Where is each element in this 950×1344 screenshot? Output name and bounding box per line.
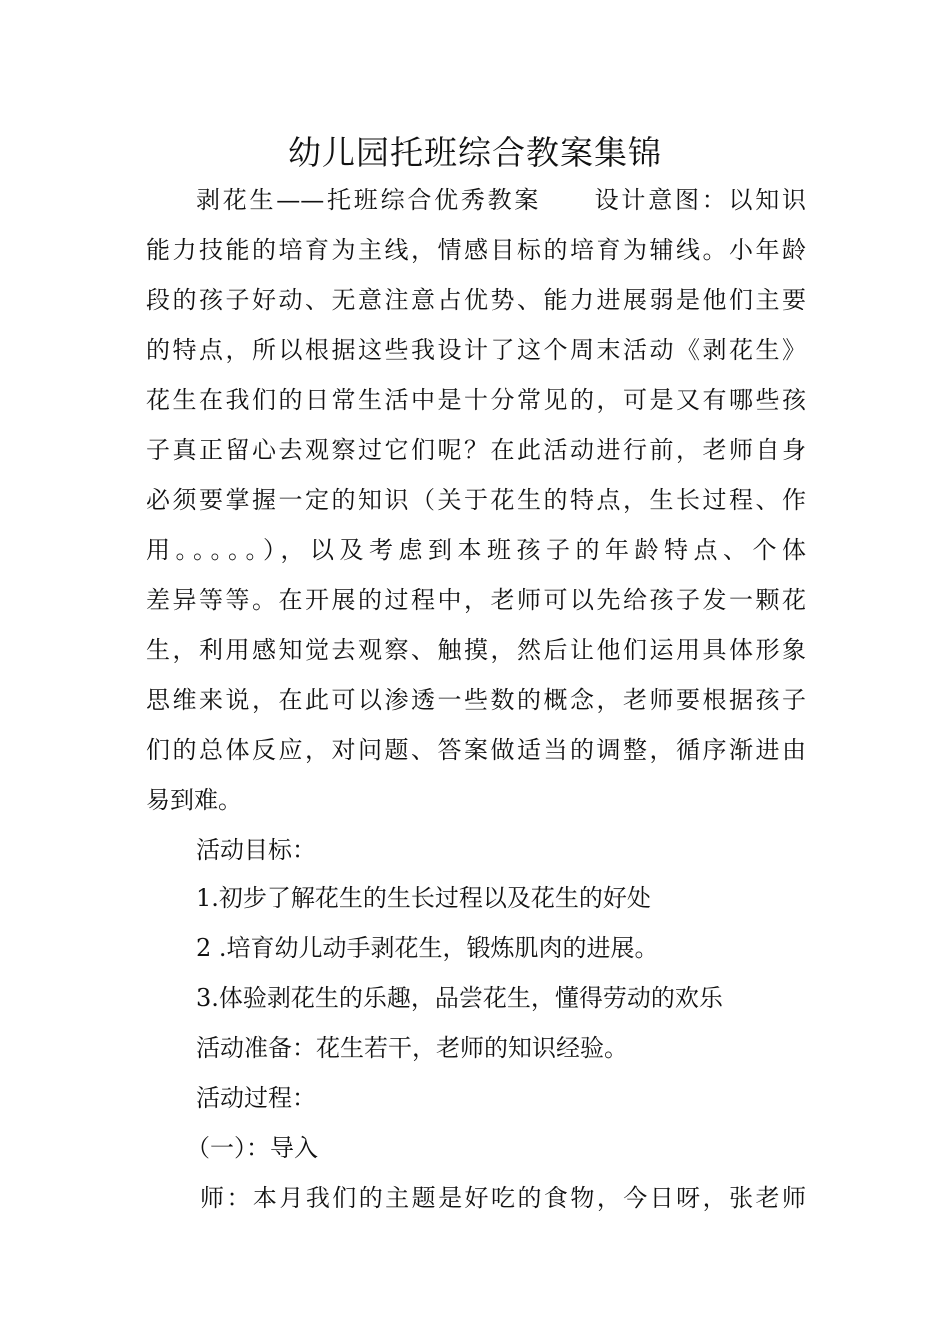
intro-line-6: 子真正留心去观察过它们呢？在此活动进行前，老师自身 — [146, 436, 806, 464]
intro-line-5: 花生在我们的日常生活中是十分常见的，可是又有哪些孩 — [146, 386, 806, 414]
process-heading: 活动过程： — [196, 1084, 316, 1112]
intro-line-9: 差异等等。在开展的过程中，老师可以先给孩子发一颗花 — [146, 586, 806, 614]
goal-item-1: 1.初步了解花生的生长过程以及花生的好处 — [196, 884, 651, 912]
goal-item-2: 2 .培育幼儿动手剥花生，锻炼肌肉的进展。 — [196, 934, 659, 962]
intro-line-1: 剥花生——托班综合优秀教案 设计意图：以知识 — [196, 186, 806, 214]
intro-line-8: 用。。。。。），以及考虑到本班孩子的年龄特点、个体 — [146, 536, 806, 564]
intro-line-3: 段的孩子好动、无意注意占优势、能力进展弱是他们主要 — [146, 286, 806, 314]
process-step-1: （一）：导入 — [186, 1134, 318, 1162]
intro-line-12: 们的总体反应，对问题、答案做适当的调整，循序渐进由 — [146, 736, 806, 764]
activity-preparation: 活动准备：花生若干，老师的知识经验。 — [196, 1034, 628, 1062]
intro-line-13: 易到难。 — [146, 786, 242, 814]
intro-line-10: 生，利用感知觉去观察、触摸，然后让他们运用具体形象 — [146, 636, 806, 664]
intro-line-4: 的特点，所以根据这些我设计了这个周末活动《剥花生》 — [146, 336, 806, 364]
goals-heading: 活动目标： — [196, 836, 316, 864]
intro-line-2: 能力技能的培育为主线，情感目标的培育为辅线。小年龄 — [146, 236, 806, 264]
teacher-dialogue-line: 师：本月我们的主题是好吃的食物，今日呀，张老师 — [200, 1184, 806, 1212]
intro-line-11: 思维来说，在此可以渗透一些数的概念，老师要根据孩子 — [146, 686, 806, 714]
document-title: 幼儿园托班综合教案集锦 — [288, 133, 662, 172]
intro-line-7: 必须要掌握一定的知识（关于花生的特点，生长过程、作 — [146, 486, 806, 514]
goal-item-3: 3.体验剥花生的乐趣，品尝花生，懂得劳动的欢乐 — [196, 984, 723, 1012]
